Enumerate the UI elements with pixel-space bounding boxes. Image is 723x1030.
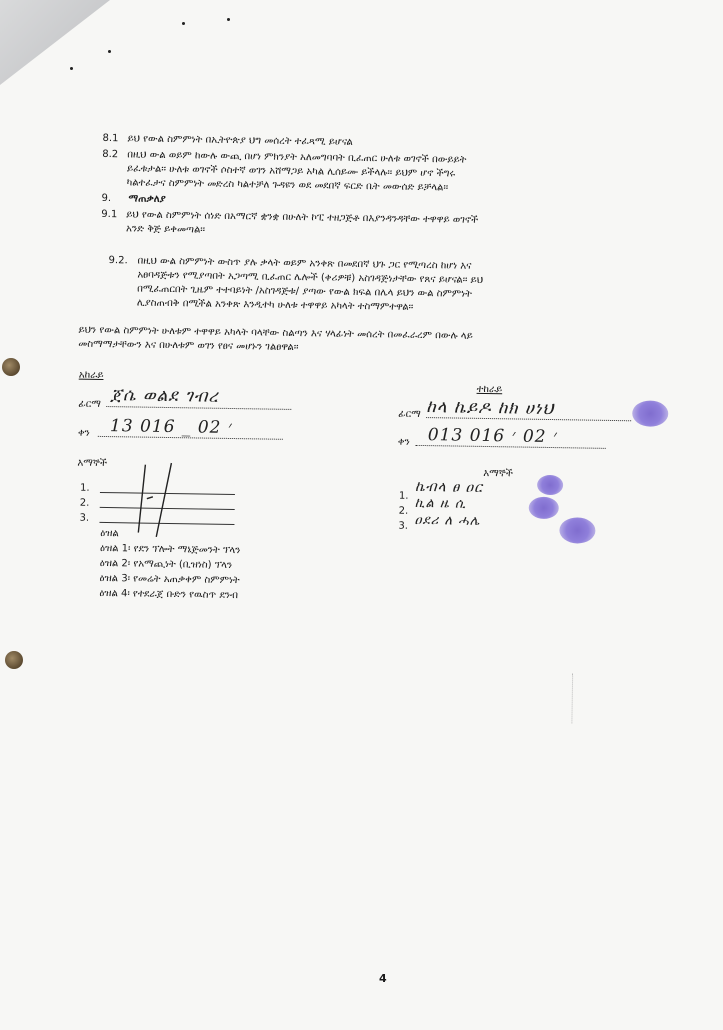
landlord-signature: ጀሴ ወልደ ገብረ	[110, 385, 219, 407]
clause-text: ይህ የውል ስምምነት በኢትዮጵያ ህግ መሰረት ተፈጻሚ ይሆናል	[127, 133, 353, 148]
clause-text: ካልተፈታና ስምምነት መድረስ ካልተቻለ ጉዳዩን ወደ መደበኛ ፍርድ ቤት መውሰድ ይቻላል፡፡	[126, 177, 449, 194]
signature-label: ፊርማ	[398, 408, 421, 420]
clause-text: አፀባዳጅቱን የሚያጣበት አጋጣሚ ቢፈጠር ሌሎች (ቀሪዎቹ) አስገዳጅነታቸው የጸና ይሆናል፡፡ ይህ	[137, 269, 484, 286]
annex-item: ዕዝል 1፡ የደን ፕሎት ማኔጅመንት ፕላን	[99, 542, 241, 557]
witness-number: 1.	[398, 490, 409, 502]
witness-signature: ኪል ዜ ሲ	[414, 495, 467, 512]
section-number: 9.	[101, 192, 112, 205]
clause-text: አንድ ቅጅ ይቀመጣል፡፡	[126, 223, 206, 236]
clause-text: በዚህ ውል ስምምነት ውስጥ ያሉ ቃላት ወይም አንቀጽ በመደበኛ ህጉ ጋር የሚጣረስ ከሆነ እና	[137, 255, 472, 272]
faint-mark	[571, 673, 573, 723]
annex-item: ዕዝል 3፡ የመሬት አጠቃቀም ስምምነት	[99, 572, 240, 587]
witness-number: 2.	[398, 505, 409, 517]
witness-signature: ኬብላ ፀ ዐር	[414, 478, 484, 496]
clause-number: 9.1	[101, 208, 118, 221]
tenant-signature: ከላ ኬይዶ ከክ ሀነህ	[426, 397, 555, 420]
clause-text: ይፈቱታል፡፡ ሁለቱ ወገኖች ሶስተኛ ወገን አሸማጋይ አካል ሊሰይሙ ይችላሉ፡፡ ይህም ሆኖ ችግሩ	[126, 163, 456, 180]
tenant-heading: ተከራይ	[476, 383, 503, 396]
signature-line	[106, 406, 291, 410]
closing-text: መስማማታቸውን እና በሁለቱም ወገን የፀና መሆኑን ገልፀዋል፡፡	[78, 338, 299, 354]
clause-text: በዚህ ውል ወይም ከውሉ ውጪ በሆነ ምክንያት አለመግባባት ቢፈጠር ሁለቱ ወገኖች በውይይት	[127, 149, 467, 166]
closing-text: ይህን የውል ስምምነት ሁለቱም ተዋዋይ አካላት ባላቸው ስልጣን እና ሃላፊነት መሰረት በመፈራረም በውሉ ላይ	[78, 324, 473, 342]
thumbprint-stamp	[632, 400, 668, 427]
clause-text: ይህ የውል ስምምነት ሰነድ በአማርኛ ቋንቋ በሁለት ኮፒ ተዘጋጅቶ በእያንዳንዳቸው ተዋዋይ ወገኖች	[126, 209, 479, 226]
witness-signature: ዐደሪ ለ ሓሌ	[414, 512, 481, 529]
witness-number: 1.	[79, 482, 90, 494]
thumbprint-stamp	[537, 475, 563, 495]
section-title: ማጠቃለያ	[128, 193, 166, 205]
witness-scribble	[124, 458, 187, 539]
witness-number: 3.	[79, 512, 90, 524]
annex-heading: ዕዝል	[100, 527, 119, 540]
date-label: ቀን	[77, 427, 90, 439]
date-label: ቀን	[397, 436, 410, 448]
annex-item: ዕዝል 2፡ የአማጪነት (ቢዝነስ) ፕላን	[99, 557, 233, 572]
annex-item: ዕዝል 4፡ የተደራጀ ቡድን የዉስጥ ደንብ	[99, 587, 239, 602]
tenant-date: 013 ׳ 02 ׳ 016	[427, 425, 559, 448]
clause-number: 9.2.	[108, 255, 128, 267]
landlord-date: 13 ׳ 02 _ 016	[109, 416, 233, 439]
clause-text: በሚፈጠርበት ጊዜም ተተባይነት /አስገዳጅቱ/ ያጣው የውል ክፍል በሌላ ይህን ውል ስምምነት	[137, 283, 473, 300]
witness-number: 3.	[398, 520, 409, 532]
page-number: 4	[379, 972, 387, 985]
clause-text: ሊያስጠብቅ በሚችል አንቀጽ እንዲተካ ሁለቱ ተዋዋይ አካላት ተስማምተዋል፡፡	[136, 297, 414, 313]
signature-label: ፊርማ	[78, 398, 101, 410]
clause-number: 8.2	[102, 148, 119, 161]
thumbprint-stamp	[559, 517, 595, 544]
thumbprint-stamp	[529, 497, 559, 519]
landlord-heading: አከራይ	[78, 369, 104, 381]
witnesses-heading: እማኞች	[483, 467, 513, 480]
witness-number: 2.	[79, 497, 90, 509]
witnesses-heading: እማኞች	[77, 457, 108, 470]
clause-number: 8.1	[102, 132, 119, 145]
